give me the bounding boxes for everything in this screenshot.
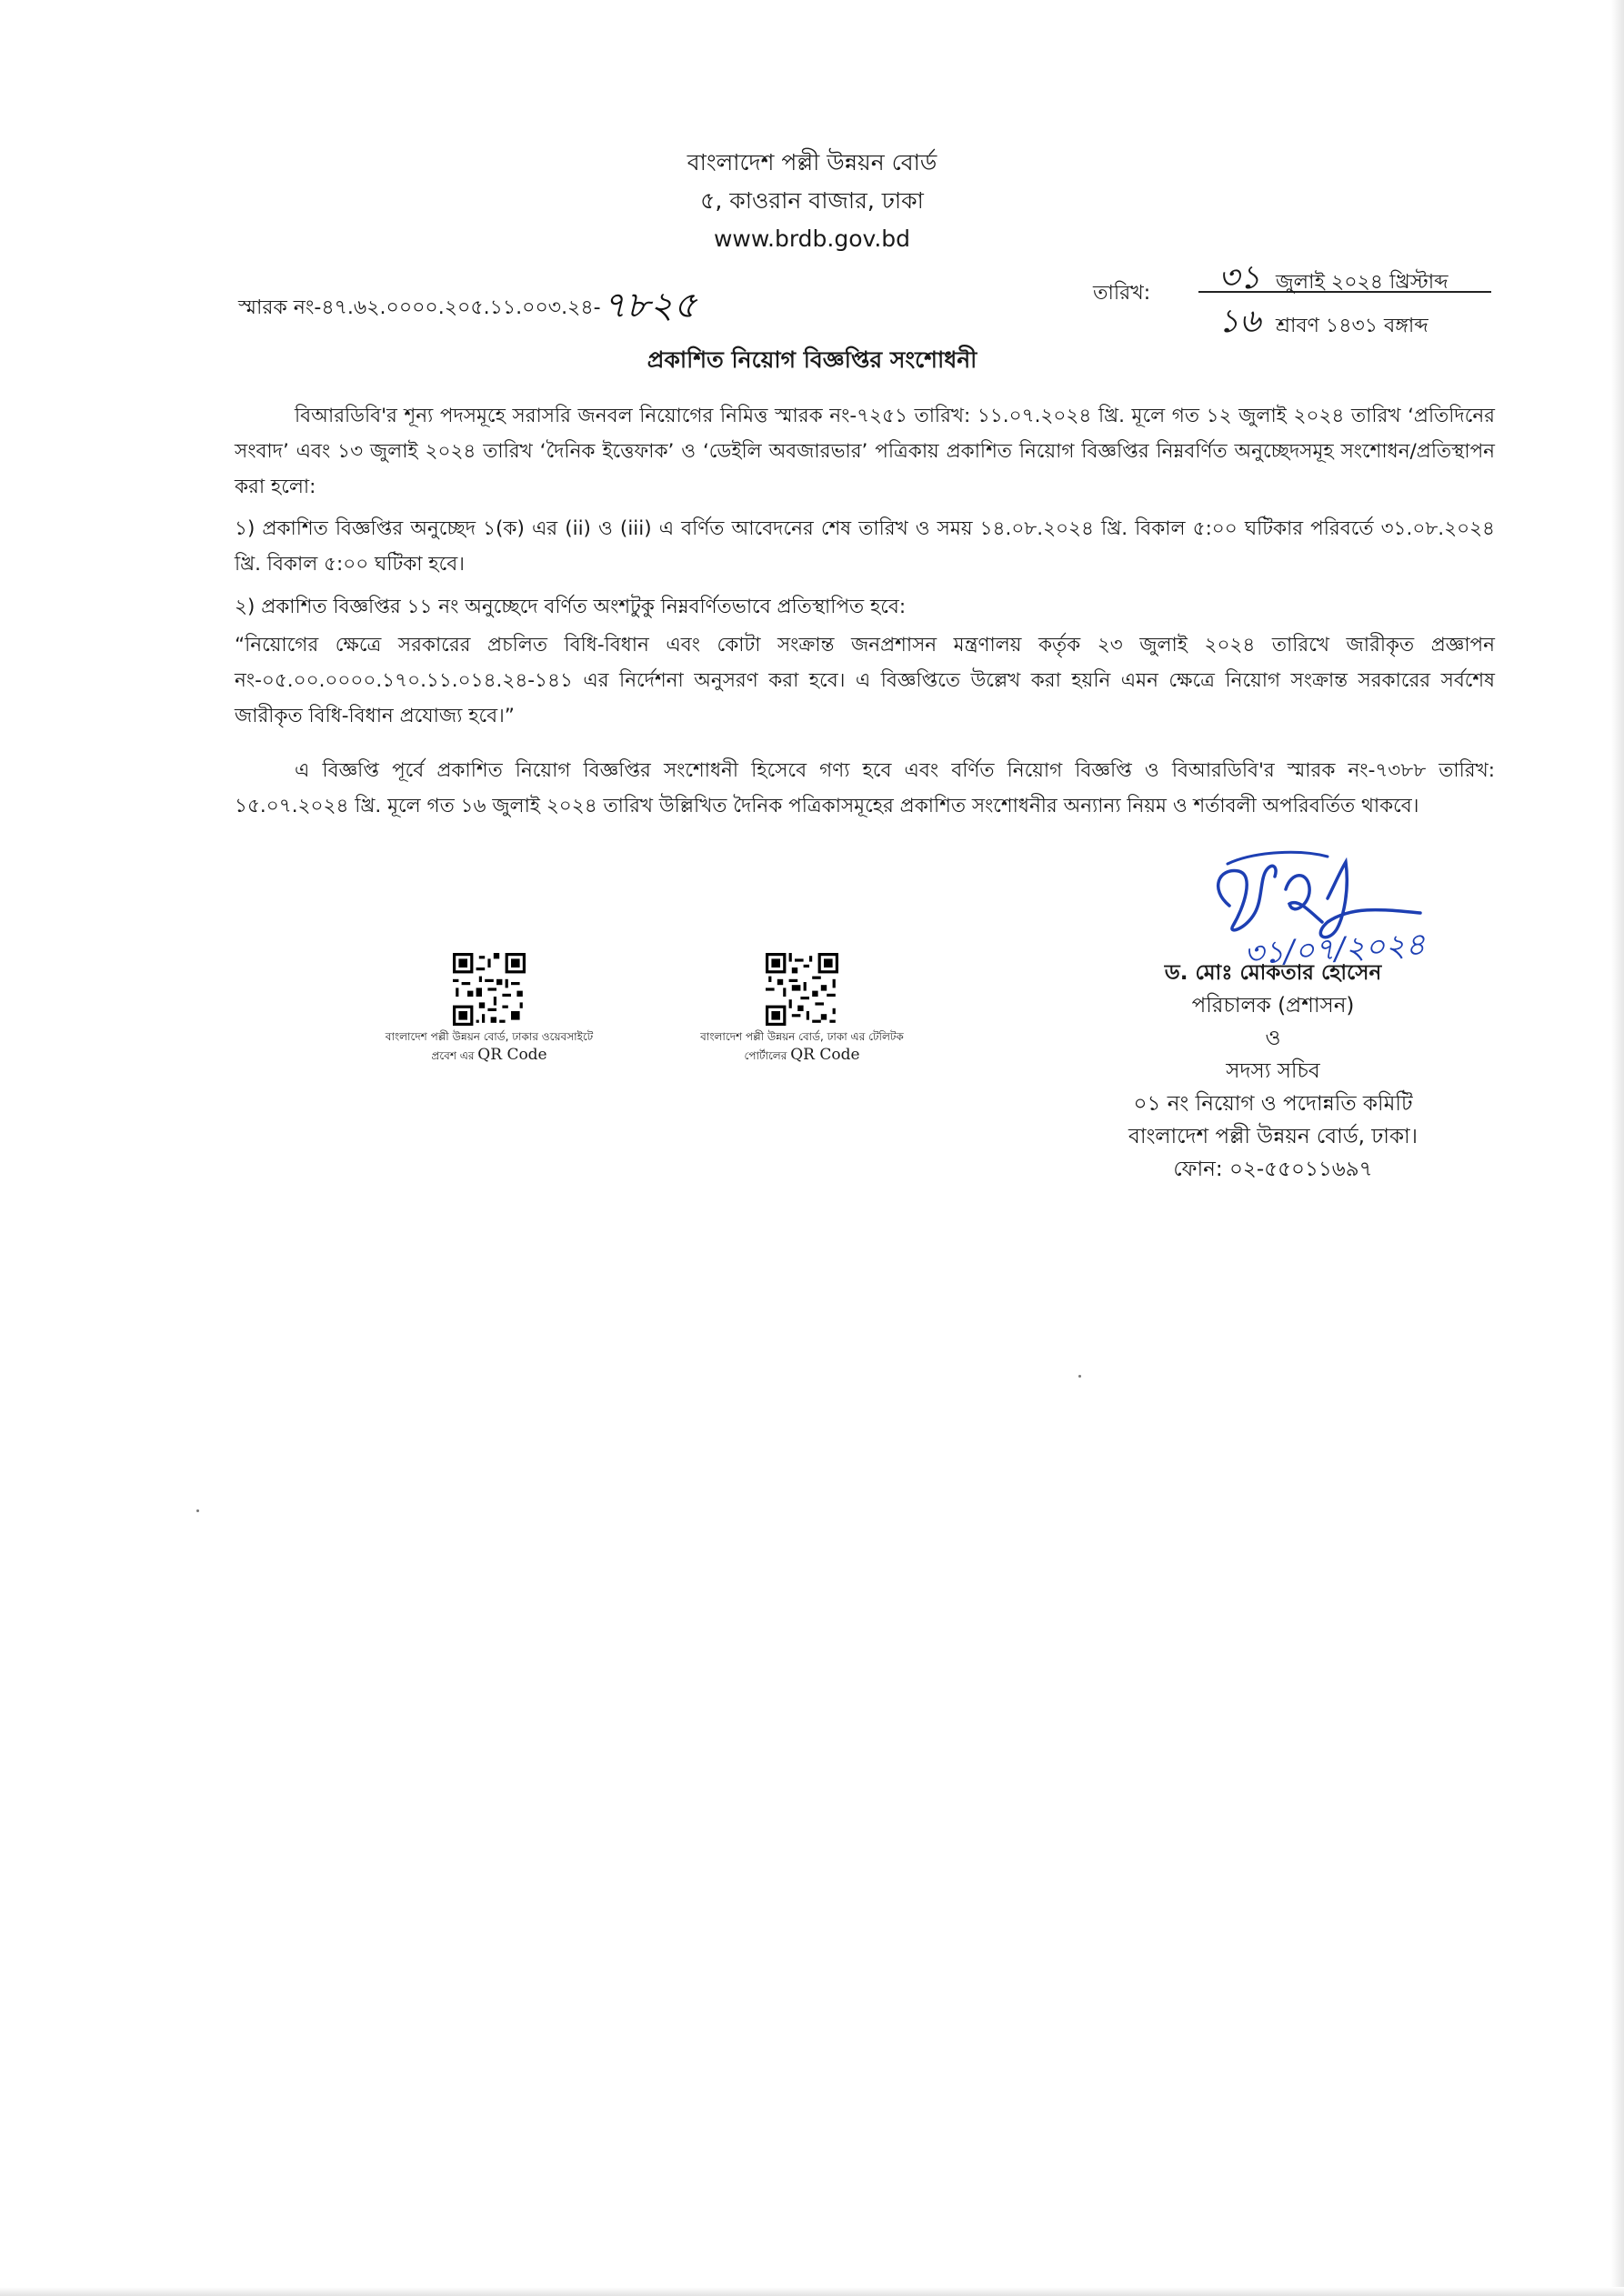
date-gregorian — [1198, 253, 1491, 296]
website-qr-caption-line1: বাংলাদেশ পল্লী উন্নয়ন বোর্ড, ঢাকার ওয়েবসাইটে — [385, 1030, 594, 1043]
signer-name: ড. মোঃ মোকতার হোসেন — [1164, 961, 1382, 985]
scan-speck — [196, 1509, 199, 1512]
signer-block — [1046, 957, 1500, 1186]
org-address: ৫, কাওরান বাজার, ঢাকা — [700, 187, 924, 214]
memo-handwritten-number: ৭৮২৫ — [602, 285, 697, 326]
date-month-year-bangla: শ্রাবণ ১৪৩১ বঙ্গাব্দ — [1276, 315, 1429, 337]
signature-date: ৩১/০৭/২০২৪ — [1242, 926, 1427, 973]
date-bangla — [1198, 296, 1491, 340]
signer-role: সদস্য সচিব — [1226, 1059, 1320, 1083]
date-month-year-gregorian: জুলাই ২০২৪ খ্রিস্টাব্দ — [1276, 271, 1449, 294]
notice-title: প্রকাশিত নিয়োগ বিজ্ঞপ্তির সংশোধনী — [647, 346, 977, 373]
letterhead — [0, 144, 1624, 258]
paragraph-item-1: ১) প্রকাশিত বিজ্ঞপ্তির অনুচ্ছেদ ১(ক) এর (ii) ও (iii) এ বর্ণিত আবেদনের শেষ তারিখ ও সময় ১৪.০৮.২০২৪ খ্রি. বিকাল ৫:০০ ঘটিকার পরিবর্তে ৩১.০৮.২০২৪ খ্রি. বিকাল ৫:০০ ঘটিকা হবে। — [235, 517, 1495, 576]
scan-speck — [1078, 1375, 1081, 1378]
signer-organization: বাংলাদেশ পল্লী উন্নয়ন বোর্ড, ঢাকা। — [1128, 1125, 1418, 1148]
paragraph-item-2: ২) প্রকাশিত বিজ্ঞপ্তির ১১ নং অনুচ্ছেদে বর্ণিত অংশটুকু নিম্নবর্ণিতভাবে প্রতিস্থাপিত হবে: — [235, 596, 907, 618]
page-bottom-shadow — [0, 2287, 1624, 2296]
website-qr-caption — [339, 1028, 639, 1065]
website-qr-caption-line2: প্রবেশ এর QR Code — [431, 1046, 547, 1064]
memo-number — [238, 273, 697, 334]
date-label: তারিখ: — [1093, 282, 1151, 305]
paragraph-quote: “নিয়োগের ক্ষেত্রে সরকারের প্রচলিত বিধি-বিধান এবং কোটা সংক্রান্ত জনপ্রশাসন মন্ত্রণালয় কর্তৃক ২৩ জুলাই ২০২৪ তারিখে জারীকৃত প্রজ্ঞাপন নং-০৫.০০.০০০০.১৭০.১১.০১৪.২৪-১৪১ এর নির্দেশনা অনুসরণ করা হবে। এ বিজ্ঞপ্তিতে উল্লেখ করা হয়নি এমন ক্ষেত্রে নিয়োগ সংক্রান্ত সরকারের সর্বশেষ জারীকৃত বিধি-বিধান প্রযোজ্য হবে।” — [235, 634, 1495, 727]
date-block — [1198, 253, 1491, 340]
memo-label: স্মারক নং-৪৭.৬২.০০০০.২০৫.১১.০০৩.২৪- — [238, 296, 601, 319]
teletalk-qr-caption-line2: পোর্টালের QR Code — [744, 1046, 860, 1064]
date-day-gregorian: ৩১ — [1218, 259, 1261, 296]
website-qr-code[interactable] — [453, 953, 526, 1026]
teletalk-qr-caption-line1: বাংলাদেশ পল্লী উন্নয়ন বোর্ড, ঢাকা এর টেলিটক — [700, 1030, 904, 1043]
paragraph-closing: এ বিজ্ঞপ্তি পূর্বে প্রকাশিত নিয়োগ বিজ্ঞপ্তির সংশোধনী হিসেবে গণ্য হবে এবং বর্ণিত নিয়োগ বিজ্ঞপ্তি ও বিআরডিবি'র স্মারক নং-৭৩৮৮ তারিখ: ১৫.০৭.২০২৪ খ্রি. মূলে গত ১৬ জুলাই ২০২৪ তারিখ উল্লিখিত দৈনিক পত্রিকাসমূহের প্রকাশিত সংশোধনীর অন্যান্য নিয়ম ও শর্তাবলী অপরিবর্তিত থাকবে। — [235, 759, 1495, 817]
signer-conjunction: ও — [1265, 1027, 1281, 1050]
paragraph-intro: বিআরডিবি'র শূন্য পদসমূহে সরাসরি জনবল নিয়োগের নিমিত্ত স্মারক নং-৭২৫১ তারিখ: ১১.০৭.২০২৪ খ্রি. মূলে গত ১২ জুলাই ২০২৪ তারিখ ‘প্রতিদিনের সংবাদ’ এবং ১৩ জুলাই ২০২৪ তারিখ ‘দৈনিক ইত্তেফাক’ ও ‘ডেইলি অবজারভার’ পত্রিকায় প্রকাশিত নিয়োগ বিজ্ঞপ্তির নিম্নবর্ণিত অনুচ্ছেদসমূহ সংশোধন/প্রতিস্থাপন করা হলো: — [235, 405, 1495, 498]
signer-phone: ফোন: ০২-৫৫০১১৬৯৭ — [1173, 1158, 1373, 1181]
org-website: www.brdb.gov.bd — [713, 226, 911, 252]
org-name: বাংলাদেশ পল্লী উন্নয়ন বোর্ড — [687, 149, 937, 175]
teletalk-qr-caption — [652, 1028, 952, 1065]
date-day-bangla: ১৬ — [1218, 303, 1261, 340]
signer-committee: ০১ নং নিয়োগ ও পদোন্নতি কমিটি — [1133, 1092, 1413, 1116]
signer-designation: পরিচালক (প্রশাসন) — [1191, 994, 1355, 1018]
teletalk-qr-code[interactable] — [766, 953, 838, 1026]
